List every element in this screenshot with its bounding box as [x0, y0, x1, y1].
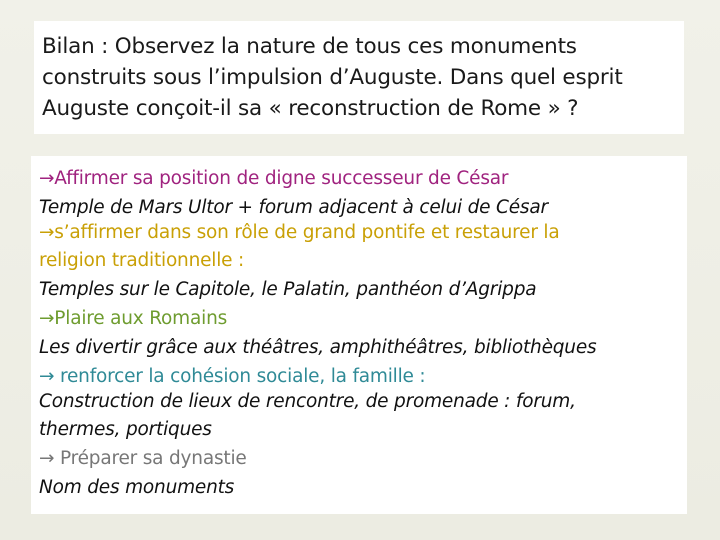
question-box [34, 21, 684, 134]
answer-box [31, 156, 687, 514]
answer-detail-meeting-places-line-2: thermes, portiques [39, 419, 212, 440]
question-line-3: Auguste conçoit-il sa « reconstruction de Rome » ? [42, 96, 579, 121]
question-line-1: Bilan : Observez la nature de tous ces monuments [42, 34, 577, 59]
answer-heading-dynasty: → Préparer sa dynastie [39, 448, 247, 469]
answer-heading-pontifex-line-2: religion traditionnelle : [39, 250, 245, 271]
answer-heading-social-cohesion: → renforcer la cohésion sociale, la famille : [39, 366, 426, 387]
answer-detail-entertainment: Les divertir grâce aux théâtres, amphithéâtres, bibliothèques [39, 337, 597, 358]
answer-detail-temples: Temples sur le Capitole, le Palatin, panthéon d’Agrippa [39, 279, 537, 300]
answer-heading-caesar-successor: →Affirmer sa position de digne successeur de César [39, 168, 509, 189]
answer-heading-please-romans: →Plaire aux Romains [39, 308, 228, 329]
answer-detail-meeting-places-line-1: Construction de lieux de rencontre, de promenade : forum, [39, 391, 576, 412]
answer-heading-pontifex-line-1: →s’affirmer dans son rôle de grand pontife et restaurer la [39, 222, 560, 243]
question-line-2: construits sous l’impulsion d’Auguste. Dans quel esprit [42, 65, 623, 90]
answer-detail-monument-names: Nom des monuments [39, 477, 235, 498]
answer-detail-mars-ultor: Temple de Mars Ultor + forum adjacent à celui de César [39, 197, 548, 218]
